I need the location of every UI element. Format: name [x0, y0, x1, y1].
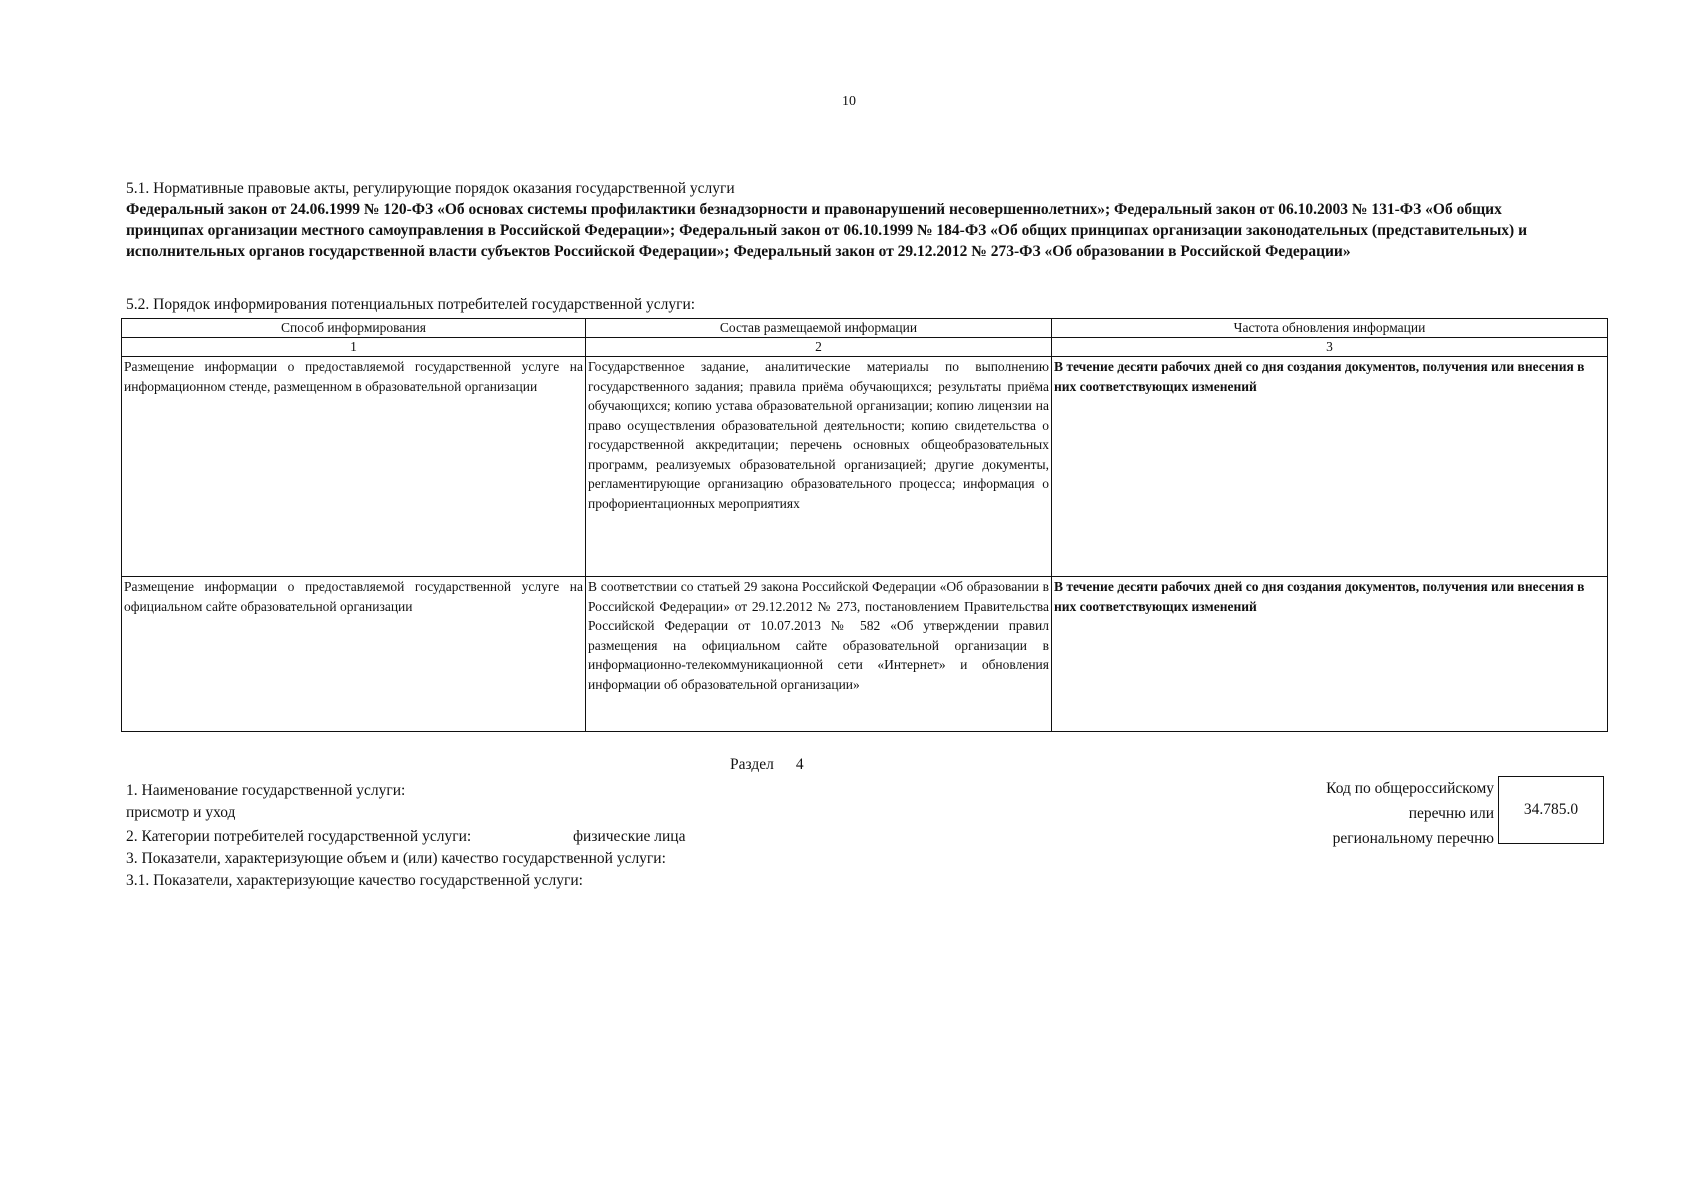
table-row	[122, 577, 1608, 732]
section-5-2-heading: 5.2. Порядок информирования потенциальных потребителей государственной услуги:	[126, 296, 696, 313]
section-number: 4	[795, 756, 804, 773]
table-col-number: 1	[122, 338, 586, 357]
table-header-frequency: Частота обновления информации	[1052, 319, 1608, 338]
quality-indicators-heading: 3.1. Показатели, характеризующие качество государственной услуги:	[126, 872, 583, 889]
table-cell-frequency: В течение десяти рабочих дней со дня создания документов, получения или внесения в них соответствующих изменений	[1052, 357, 1608, 577]
code-label	[1200, 776, 1494, 851]
consumer-category-label: 2. Категории потребителей государственной услуги:	[126, 828, 472, 845]
page-number: 10	[842, 94, 856, 109]
code-label-line: Код по общероссийскому	[1326, 780, 1494, 797]
table-header-content: Состав размещаемой информации	[586, 319, 1052, 338]
table-cell-content: Государственное задание, аналитические материалы по выполнению государственного задания; правила приёма обучающихся; результаты приёма обучающихся; копию устава образовательной организации; копию лицензии на право осуществления образовательной деятельности; копию свидетельства о государственной аккредитации; перечень основных общеобразовательных программ, реализуемых образовательной организацией; другие документы, регламентирующие организацию образовательного процесса; информация о профориентационных мероприятиях	[586, 357, 1052, 577]
table-header-method: Способ информирования	[122, 319, 586, 338]
service-name-label: 1. Наименование государственной услуги:	[126, 782, 406, 799]
informing-table	[121, 318, 1608, 732]
table-row	[122, 357, 1608, 577]
section-5-1-heading: 5.1. Нормативные правовые акты, регулирующие порядок оказания государственной услуги	[126, 180, 735, 197]
service-name-value: присмотр и уход	[126, 804, 236, 821]
table-header-row	[122, 319, 1608, 338]
table-cell-method: Размещение информации о предоставляемой государственной услуге на официальном сайте образовательной организации	[122, 577, 586, 732]
code-label-line: перечню или	[1408, 805, 1494, 822]
table-cell-frequency: В течение десяти рабочих дней со дня создания документов, получения или внесения в них соответствующих изменений	[1052, 577, 1608, 732]
table-cell-method: Размещение информации о предоставляемой государственной услуге на информационном стенде, размещенном в образовательной организации	[122, 357, 586, 577]
table-number-row	[122, 338, 1608, 357]
section-5-1-body: Федеральный закон от 24.06.1999 № 120-ФЗ «Об основах системы профилактики безнадзорности и правонарушений несовершеннолетних»; Федеральный закон от 06.10.2003 № 131-ФЗ «Об общих принципах организации местного самоуправления в Российской Федерации»; Федеральный закон от 06.10.1999 № 184-ФЗ «Об общих принципах организации законодательных (представительных) и исполнительных органов государственной власти субъектов Российской Федерации»; Федеральный закон от 29.12.2012 № 273-ФЗ «Об образовании в Российской Федерации»	[126, 201, 1528, 260]
code-value: 34.785.0	[1523, 801, 1579, 818]
indicators-heading: 3. Показатели, характеризующие объем и (или) качество государственной услуги:	[126, 850, 666, 867]
consumer-category-value: физические лица	[573, 828, 686, 845]
section-label: Раздел	[730, 756, 774, 773]
code-box	[1498, 776, 1604, 844]
table-col-number: 2	[586, 338, 1052, 357]
section-title	[730, 756, 826, 774]
section-5-1	[126, 178, 1576, 262]
table-col-number: 3	[1052, 338, 1608, 357]
table-cell-content: В соответствии со статьей 29 закона Российской Федерации «Об образовании в Российской Федерации» от 29.12.2012 № 273, постановлением Правительства Российской Федерации от 10.07.2013 № 582 «Об утверждении правил размещения на официальном сайте образовательной организации в информационно-телекоммуникационной сети «Интернет» и обновления информации об образовательной организации»	[586, 577, 1052, 732]
code-label-line: региональному перечню	[1332, 830, 1494, 847]
